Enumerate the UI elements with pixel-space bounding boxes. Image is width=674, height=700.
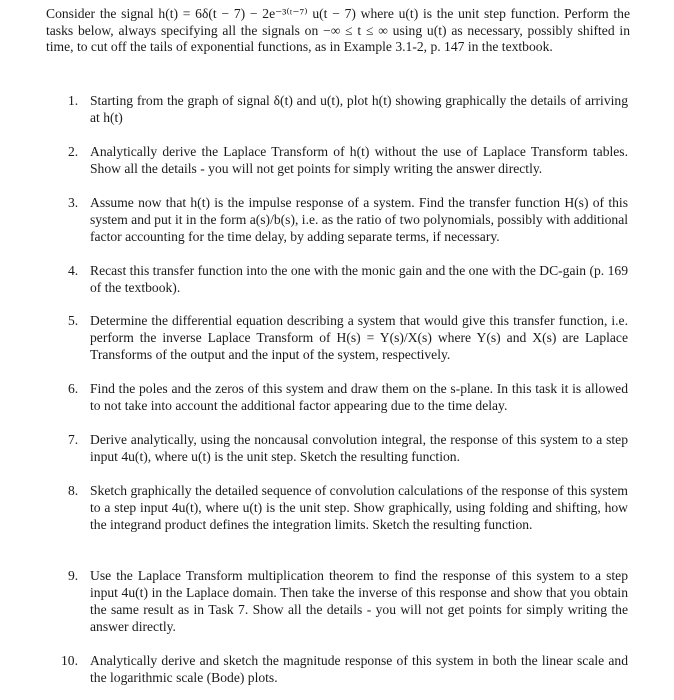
task-number: 9. — [68, 568, 79, 583]
task-number: 2. — [68, 144, 79, 159]
task-2 — [68, 143, 628, 177]
task-number: 6. — [68, 381, 79, 396]
task-3 — [68, 194, 628, 245]
task-6 — [68, 380, 628, 414]
task-8 — [68, 482, 628, 533]
task-text: Find the poles and the zeros of this system and draw them on the s-plane. In this task it is allowed to not take into account the additional factor appearing due to the time delay. — [90, 381, 628, 413]
task-7 — [68, 431, 628, 465]
task-text: Starting from the graph of signal δ(t) and u(t), plot h(t) showing graphically the details of arriving at h(t) — [90, 93, 628, 125]
task-number: 4. — [68, 263, 79, 278]
task-number: 1. — [68, 93, 79, 108]
task-text: Recast this transfer function into the one with the monic gain and the one with the DC-gain (p. 169 of the textbook). — [90, 263, 628, 295]
task-number: 7. — [68, 432, 79, 447]
intro-paragraph: Consider the signal h(t) = 6δ(t − 7) − 2e⁻³⁽ᵗ⁻⁷⁾ u(t − 7) where u(t) is the unit step function. Perform the tasks below, always specifying all the signals on −∞ ≤ t ≤ ∞ using u(t) as necessary, possibly shifted in time, to cut off the tails of exponential functions, as in Example 3.1-2, p. 147 in the textbook. — [46, 6, 630, 55]
task-text: Sketch graphically the detailed sequence of convolution calculations of the response of this system to a step input 4u(t), where u(t) is the unit step. Show graphically, using folding and shifting, how the integrand product defines the integration limits. Sketch the resulting function. — [90, 483, 628, 532]
task-text: Analytically derive and sketch the magnitude response of this system in both the linear scale and the logarithmic scale (Bode) plots. — [90, 653, 628, 685]
task-1 — [68, 92, 628, 126]
task-text: Determine the differential equation describing a system that would give this transfer function, i.e. perform the inverse Laplace Transform of H(s) = Y(s)/X(s) where Y(s) and X(s) are Laplace Transforms of the output and the input of the system, respectively. — [90, 313, 628, 362]
task-number: 5. — [68, 313, 79, 328]
task-10 — [61, 652, 628, 686]
task-text: Use the Laplace Transform multiplication theorem to find the response of this system to a step input 4u(t) in the Laplace domain. Then take the inverse of this response and show that you obtain the same result as in Task 7. Show all the details - you will not get points for simply writing the answer directly. — [90, 568, 628, 634]
task-number: 3. — [68, 195, 79, 210]
task-4 — [68, 262, 628, 296]
task-text: Analytically derive the Laplace Transform of h(t) without the use of Laplace Transform tables. Show all the details - you will not get points for simply writing the answer directly. — [90, 144, 628, 176]
task-9 — [68, 567, 628, 635]
task-number: 10. — [61, 653, 78, 668]
task-text: Assume now that h(t) is the impulse response of a system. Find the transfer function H(s) of this system and put it in the form a(s)/b(s), i.e. as the ratio of two polynomials, possibly with additional factor accounting for the time delay, by adding separate terms, if necessary. — [90, 195, 629, 244]
task-5 — [68, 312, 628, 363]
task-number: 8. — [68, 483, 79, 498]
task-text: Derive analytically, using the noncausal convolution integral, the response of this system to a step input 4u(t), where u(t) is the unit step. Sketch the resulting function. — [90, 432, 628, 464]
